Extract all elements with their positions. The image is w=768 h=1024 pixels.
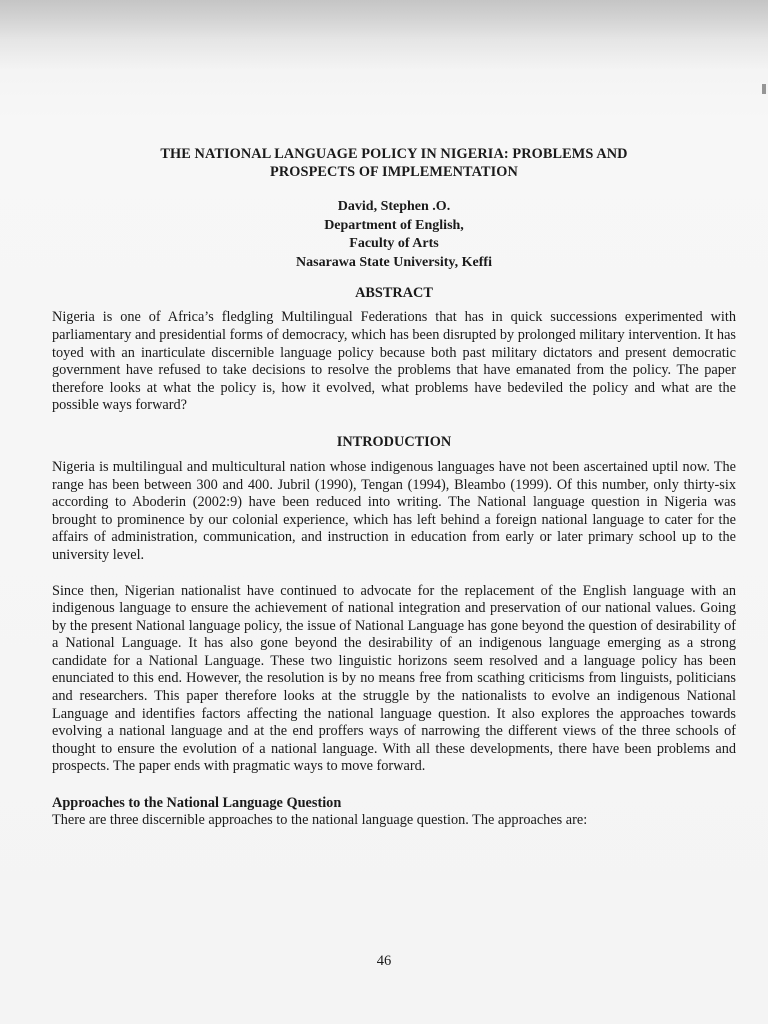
introduction-paragraph-1: Nigeria is multilingual and multicultural nation whose indigenous languages have not been ascertained uptil now. The range has been between 300 and 400. Jubril (1990), Tengan (1994), Bleambo (1999). Of this number, only thirty-six according to Aboderin (2002:9) have been reduced into writing. The National language question in Nigeria was brought to prominence by our colonial experience, which has left behind a foreign national language to cater for the affairs of administration, communication, and instruction in education from early or later primary school up to the university level. bbox=[52, 458, 736, 563]
introduction-paragraph-2: Since then, Nigerian nationalist have continued to advocate for the replacement of the English language with an indigenous language to ensure the achievement of national integration and preservation of our national values. Going by the present National language policy, the issue of National Language has gone beyond the question of desirability of a National Language. It has also gone beyond the desirability of an indigenous language emerging as a strong candidate for a National Language. These two linguistic horizons seem resolved and a language policy has been enunciated to this end. However, the resolution is by no means free from scathing criticisms from linguists, politicians and researchers. This paper therefore looks at the struggle by the nationalists to evolve an indigenous National Language and identifies factors affecting the national language question. It also explores the approaches towards evolving a national language and at the end proffers ways of narrowing the different views of the three schools of thought to ensure the evolution of a national language. With all these developments, there have been problems and prospects. The paper ends with pragmatic ways to move forward. bbox=[52, 582, 736, 775]
introduction-heading: INTRODUCTION bbox=[336, 433, 452, 450]
scan-edge-mark bbox=[762, 84, 766, 94]
approaches-text: There are three discernible approaches to the national language question. The approaches are: bbox=[52, 812, 588, 829]
title-line-1: THE NATIONAL LANGUAGE POLICY IN NIGERIA: PROBLEMS AND bbox=[160, 146, 628, 162]
author-faculty: Faculty of Arts bbox=[349, 236, 439, 252]
author-university: Nasarawa State University, Keffi bbox=[296, 254, 492, 270]
scan-shadow bbox=[0, 0, 768, 70]
abstract-text: Nigeria is one of Africa’s fledgling Multilingual Federations that has in quick successions experimented with parliamentary and presidential forms of democracy, which has been disrupted by prolonged military intervention. It has toyed with an inarticulate discernible language policy because both past military dictators and present democratic government have refused to take decisions to resolve the problems that have emanated from the policy. The paper therefore looks at what the policy is, how it evolved, what problems have bedeviled the policy and what are the possible ways forward? bbox=[52, 309, 736, 414]
abstract-heading: ABSTRACT bbox=[355, 285, 433, 302]
title-line-2: PROSPECTS OF IMPLEMENTATION bbox=[270, 164, 518, 180]
author-department: Department of English, bbox=[324, 217, 464, 233]
page-content bbox=[52, 145, 736, 830]
author-block bbox=[52, 198, 736, 272]
approaches-heading: Approaches to the National Language Question bbox=[52, 795, 342, 812]
author-name: David, Stephen .O. bbox=[337, 199, 451, 214]
paper-title bbox=[52, 145, 736, 181]
page-number: 46 bbox=[376, 953, 392, 969]
